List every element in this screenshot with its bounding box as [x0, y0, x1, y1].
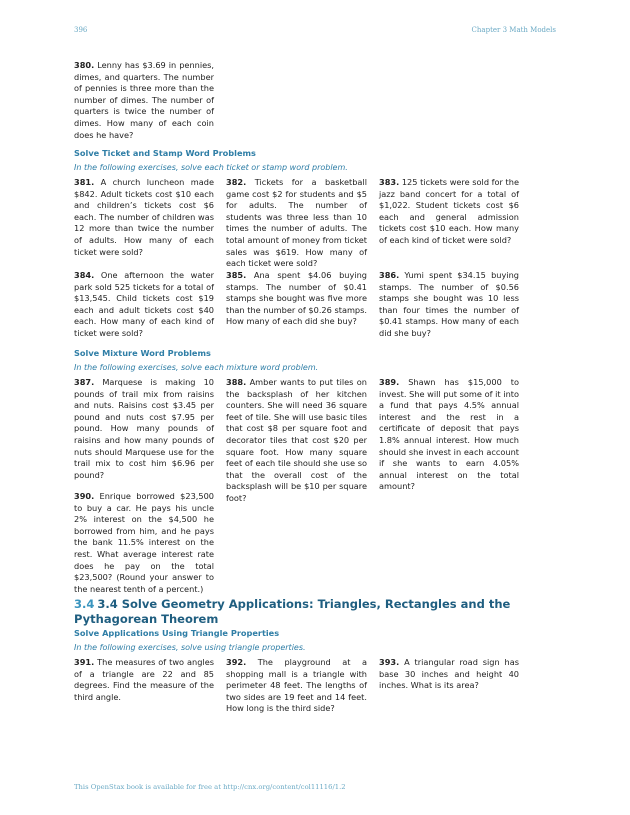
exercise-384: [74, 270, 214, 340]
exercise-number: 382.: [226, 177, 247, 187]
exercise-number: 391.: [74, 657, 95, 667]
exercise-text: Yumi spent $34.15 buying stamps. The number of $0.56 stamps she bought was 10 less than four times the number of $0.41 stamps. How many of each did she buy?: [379, 270, 519, 338]
exercise-number: 386.: [379, 270, 400, 280]
exercise-380: [74, 60, 214, 141]
exercise-text: A church luncheon made $842. Adult tickets cost $10 each and children’s tickets cost $6 each. The number of children was 12 more than twice the number of adults. How many of each ticket were sold?: [74, 177, 214, 257]
section-number: 3.4: [74, 597, 95, 611]
exercise-text: Tickets for a basketball game cost $2 for students and $5 for adults. The number of students was three less than 10 times the number of adults. The total amount of money from ticket sales was $619. How many of each ticket were sold?: [226, 177, 368, 269]
exercise-392: [226, 657, 367, 715]
chapter-title: Chapter 3 Math Models: [471, 26, 556, 34]
exercise-385: [226, 270, 367, 328]
exercise-text: One afternoon the water park sold 525 tickets for a total of $13,545. Child tickets cost $19 each and adult tickets cost $40 each. How many of each kind of ticket were sold?: [74, 270, 214, 338]
exercise-number: 388.: [226, 377, 247, 387]
exercise-number: 392.: [226, 657, 247, 667]
exercise-number: 384.: [74, 270, 95, 280]
exercise-386: [379, 270, 519, 340]
exercise-number: 381.: [74, 177, 95, 187]
exercise-391: [74, 657, 214, 703]
exercise-382: [226, 177, 367, 270]
section-heading-triangle: Solve Applications Using Triangle Properties: [74, 628, 280, 638]
section-instructions-ticket-stamp: In the following exercises, solve each ticket or stamp word problem.: [74, 163, 348, 172]
exercise-text: Marquese is making 10 pounds of trail mix from raisins and nuts. Raisins cost $3.45 per pound and nuts cost $7.95 per pound. How many pounds of raisins and how many pounds of nuts should Marquese use for the trail mix to cost him $6.96 per pound?: [74, 377, 214, 480]
exercise-number: 385.: [226, 270, 247, 280]
exercise-text: 125 tickets were sold for the jazz band concert for a total of $1,022. Student tickets cost $6 each and general admission tickets cost $10 each. How many of each kind of ticket were sold?: [379, 177, 519, 245]
section-title-text: 3.4 Solve Geometry Applications: Triangles, Rectangles and the Pythagorean Theorem: [74, 597, 511, 626]
exercise-text: Shawn has $15,000 to invest. She will put some of it into a fund that pays 4.5% annual interest and the rest in a certificate of deposit that pays 1.8% annual interest. How much should she invest in each account if she wants to earn 4.05% annual interest on the total amount?: [379, 377, 519, 492]
exercise-number: 393.: [379, 657, 400, 667]
exercise-text: Ana spent $4.06 buying stamps. The number of $0.41 stamps she bought was five more than the number of $0.26 stamps. How many of each did she buy?: [226, 270, 367, 327]
section-instructions-mixture: In the following exercises, solve each mixture word problem.: [74, 363, 319, 372]
exercise-text: Lenny has $3.69 in pennies, dimes, and quarters. The number of pennies is three more than the number of dimes. The number of quarters is twice the number of dimes. How many of each coin does he have?: [74, 60, 214, 140]
exercise-number: 383.: [379, 177, 400, 187]
exercise-393: [379, 657, 519, 692]
exercise-text: Enrique borrowed $23,500 to buy a car. He pays his uncle 2% interest on the $4,500 he borrowed from him, and he pays the bank 11.5% interest on the rest. What average interest rate does he pay on the total $23,500? (Round your answer to the nearest tenth of a percent.): [74, 491, 215, 594]
exercise-383: [379, 177, 519, 247]
exercise-388: [226, 377, 367, 505]
exercise-text: The playground at a shopping mall is a triangle with perimeter 48 feet. The lengths of two sides are 19 feet and 14 feet. How long is the third side?: [226, 657, 367, 714]
exercise-number: 390.: [74, 491, 95, 501]
section-instructions-triangle: In the following exercises, solve using triangle properties.: [74, 643, 306, 652]
exercise-text: A triangular road sign has base 30 inches and height 40 inches. What is its area?: [379, 657, 519, 691]
exercise-387: [74, 377, 214, 481]
exercise-number: 380.: [74, 60, 95, 70]
page-number: 396: [74, 26, 88, 34]
exercise-381: [74, 177, 214, 258]
exercise-390: [74, 491, 214, 595]
exercise-text: The measures of two angles of a triangle are 22 and 85 degrees. Find the measure of the third angle.: [74, 657, 214, 702]
section-heading-ticket-stamp: Solve Ticket and Stamp Word Problems: [74, 148, 256, 158]
exercise-389: [379, 377, 519, 493]
footer-note: This OpenStax book is available for free at http://cnx.org/content/col11116/1.2: [74, 783, 346, 791]
exercise-number: 387.: [74, 377, 95, 387]
exercise-number: 389.: [379, 377, 400, 387]
section-title-3-4: [74, 597, 534, 627]
section-heading-mixture: Solve Mixture Word Problems: [74, 348, 211, 358]
exercise-text: Amber wants to put tiles on the backsplash of her kitchen counters. She will need 36 square feet of tile. She will use basic tiles that cost $8 per square foot and decorator tiles that cost $20 per square foot. How many square feet of each tile should she use so that the overall cost of the backsplash will be $10 per square foot?: [226, 377, 367, 503]
